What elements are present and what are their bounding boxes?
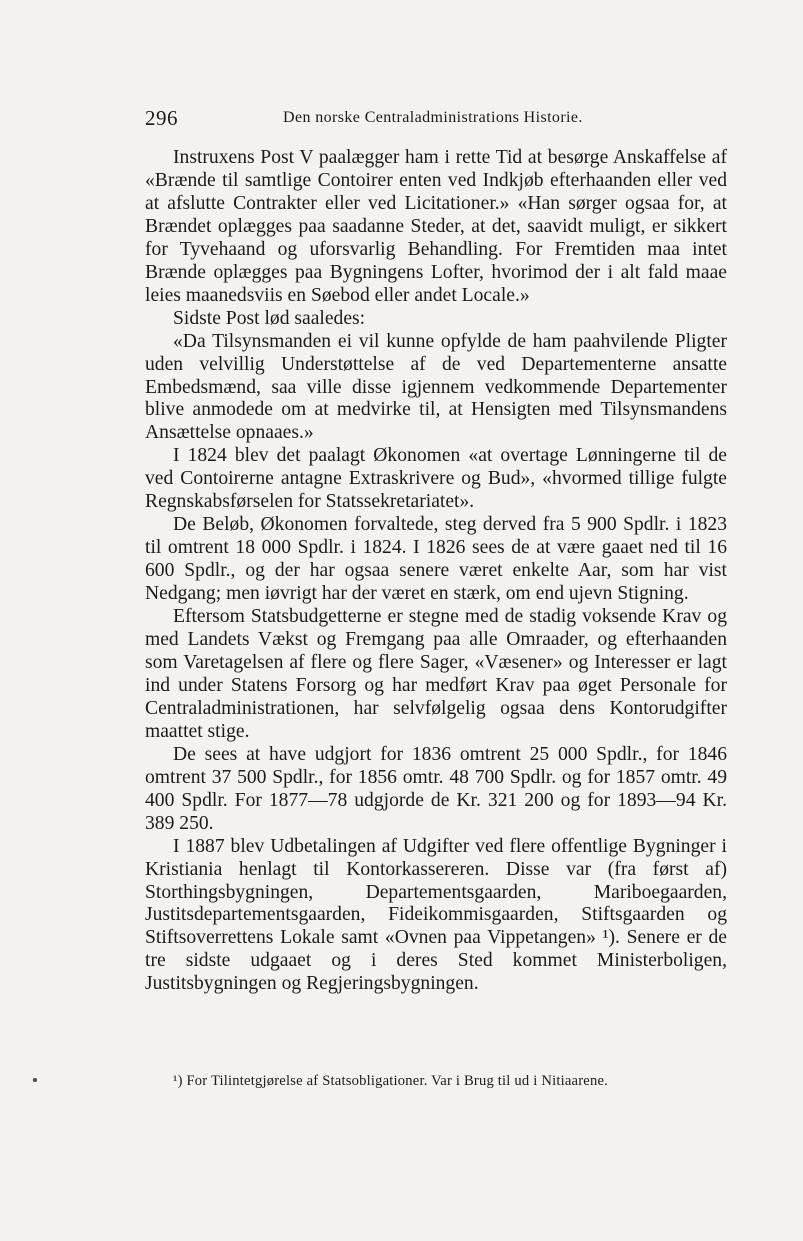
paragraph: I 1824 blev det paalagt Økonomen «at overtage Lønningerne til de ved Contoirerne antagne Extraskrivere og Bud», «hvormed tillige fulgte Regnskabsførselen for Statssekretariatet». — [145, 445, 727, 513]
footnote: ¹) For Tilintetgjørelse af Statsobligationer. Var i Brug til ud i Nitiaarene. — [173, 1073, 608, 1089]
paragraph: I 1887 blev Udbetalingen af Udgifter ved flere offentlige Bygninger i Kristiania henlagt til Kontorkassereren. Disse var (fra først af) Storthingsbygningen, Departementsgaarden, Mariboegaarden, Justitsdepartementsgaarden, Fideikommisgaarden, Stiftsgaarden og Stiftsoverrettens Lokale samt «Ovnen paa Vippetangen» ¹). Senere er de tre sidste udgaaet og i deres Sted kommet Ministerboligen, Justitsbygningen og Regjeringsbygningen. — [145, 835, 727, 995]
paragraph: Sidste Post lød saaledes: — [173, 307, 366, 329]
running-title: Den norske Centraladministrations Historie. — [283, 109, 583, 126]
margin-mark — [33, 1078, 37, 1082]
page-header — [145, 106, 715, 136]
paragraph: De Beløb, Økonomen forvaltede, steg derved fra 5 900 Spdlr. i 1823 til omtrent 18 000 Spdlr. i 1824. I 1826 sees de at være gaaet ned til 16 600 Spdlr., og der har ogsaa senere været enkelte Aar, som har vist Nedgang; men iøvrigt har der været en stærk, om end ujevn Stigning. — [145, 514, 727, 605]
page-number: 296 — [145, 106, 178, 130]
paragraph: Instruxens Post V paalægger ham i rette Tid at besørge Anskaffelse af «Brænde til samtlige Contoirer enten ved Indkjøb efterhaanden eller ved at afslutte Contrakter eller ved Licitationer.» «Han sørger ogsaa for, at Brændet oplægges paa saadanne Steder, at det, saavidt muligt, er sikkert for Tyvehaand og uforsvarlig Behandling. For Fremtiden maa intet Brænde oplægges paa Bygningens Lofter, hvorimod der i alt fald maae leies maanedsviis en Søebod eller andet Locale.» — [145, 147, 727, 306]
paragraph: Eftersom Statsbudgetterne er stegne med de stadig voksende Krav og med Landets Vækst og Fremgang paa alle Omraader, og efterhaanden som Varetagelsen af flere og flere Sager, «Væsener» og Interesser er lagt ind under Statens Forsorg og har medført Krav paa øget Personale for Centraladministrationen, har selvfølgelig ogsaa dens Kontorudgifter maattet stige. — [145, 606, 727, 742]
body-text — [145, 147, 727, 996]
paragraph: «Da Tilsynsmanden ei vil kunne opfylde de ham paahvilende Pligter uden velvillig Understøttelse af de ved Departementerne ansatte Embedsmænd, saa ville disse igjennem vedkommende Departementer blive anmodede om at medvirke til, at Hensigten med Tilsynsmandens Ansættelse opnaaes.» — [145, 330, 727, 444]
paragraph: De sees at have udgjort for 1836 omtrent 25 000 Spdlr., for 1846 omtrent 37 500 Spdlr., for 1856 omtr. 48 700 Spdlr. og for 1857 omtr. 49 400 Spdlr. For 1877—78 udgjorde de Kr. 321 200 og for 1893—94 Kr. 389 250. — [145, 743, 727, 834]
